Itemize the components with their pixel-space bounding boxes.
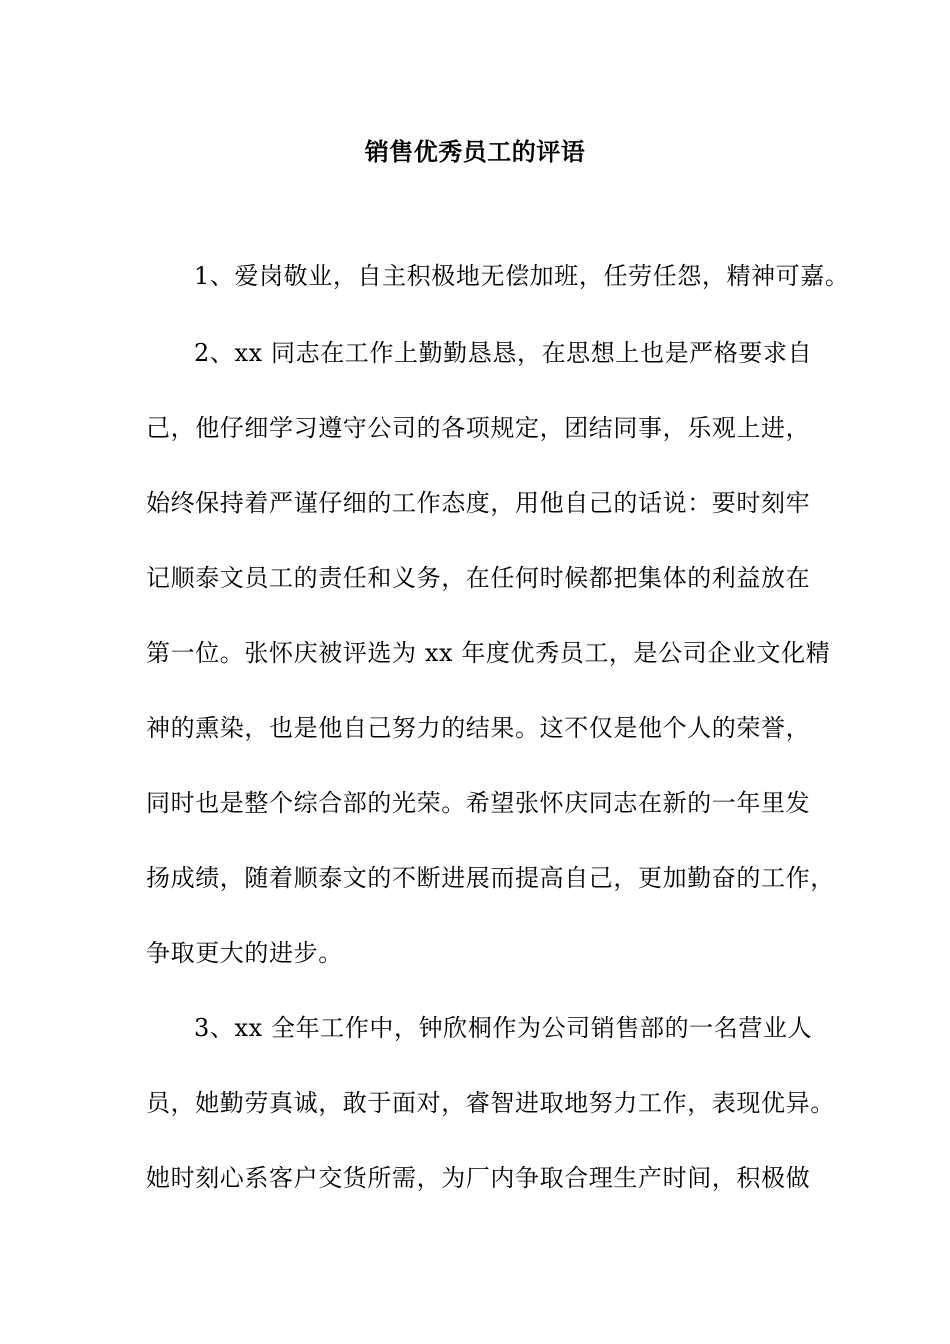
paragraph-2-line-8: 扬成绩，随着顺泰文的不断进展而提高自己，更加勤奋的工作， [146, 864, 835, 892]
paragraph-1-line-1: 1、爱岗敬业，自主积极地无偿加班，任劳任怨，精神可嘉。 [194, 262, 850, 290]
paragraph-3-line-2: 员，她勤劳真诚，敢于面对，睿智进取地努力工作，表现优异。 [146, 1089, 835, 1117]
paragraph-3-line-3: 她时刻心系客户交货所需，为厂内争取合理生产时间，积极做 [146, 1164, 811, 1192]
paragraph-2-line-6: 神的熏染，也是他自己努力的结果。这不仅是他个人的荣誉， [146, 714, 811, 742]
paragraph-2-line-9: 争取更大的进步。 [146, 939, 343, 967]
paragraph-2-line-3: 始终保持着严谨仔细的工作态度，用他自己的话说：要时刻牢 [146, 489, 811, 517]
document-title: 销售优秀员工的评语 [364, 138, 586, 166]
paragraph-3-line-1: 3、xx 全年工作中，钟欣桐作为公司销售部的一名营业人 [194, 1014, 813, 1042]
paragraph-2-line-7: 同时也是整个综合部的光荣。希望张怀庆同志在新的一年里发 [146, 789, 811, 817]
paragraph-2-line-1: 2、xx 同志在工作上勤勤恳恳，在思想上也是严格要求自 [194, 339, 813, 367]
paragraph-2-line-4: 记顺泰文员工的责任和义务，在任何时候都把集体的利益放在 [146, 564, 811, 592]
paragraph-2-line-2: 己，他仔细学习遵守公司的各项规定，团结同事，乐观上进， [146, 414, 811, 442]
paragraph-2-line-5: 第一位。张怀庆被评选为 xx 年度优秀员工，是公司企业文化精 [146, 639, 831, 667]
